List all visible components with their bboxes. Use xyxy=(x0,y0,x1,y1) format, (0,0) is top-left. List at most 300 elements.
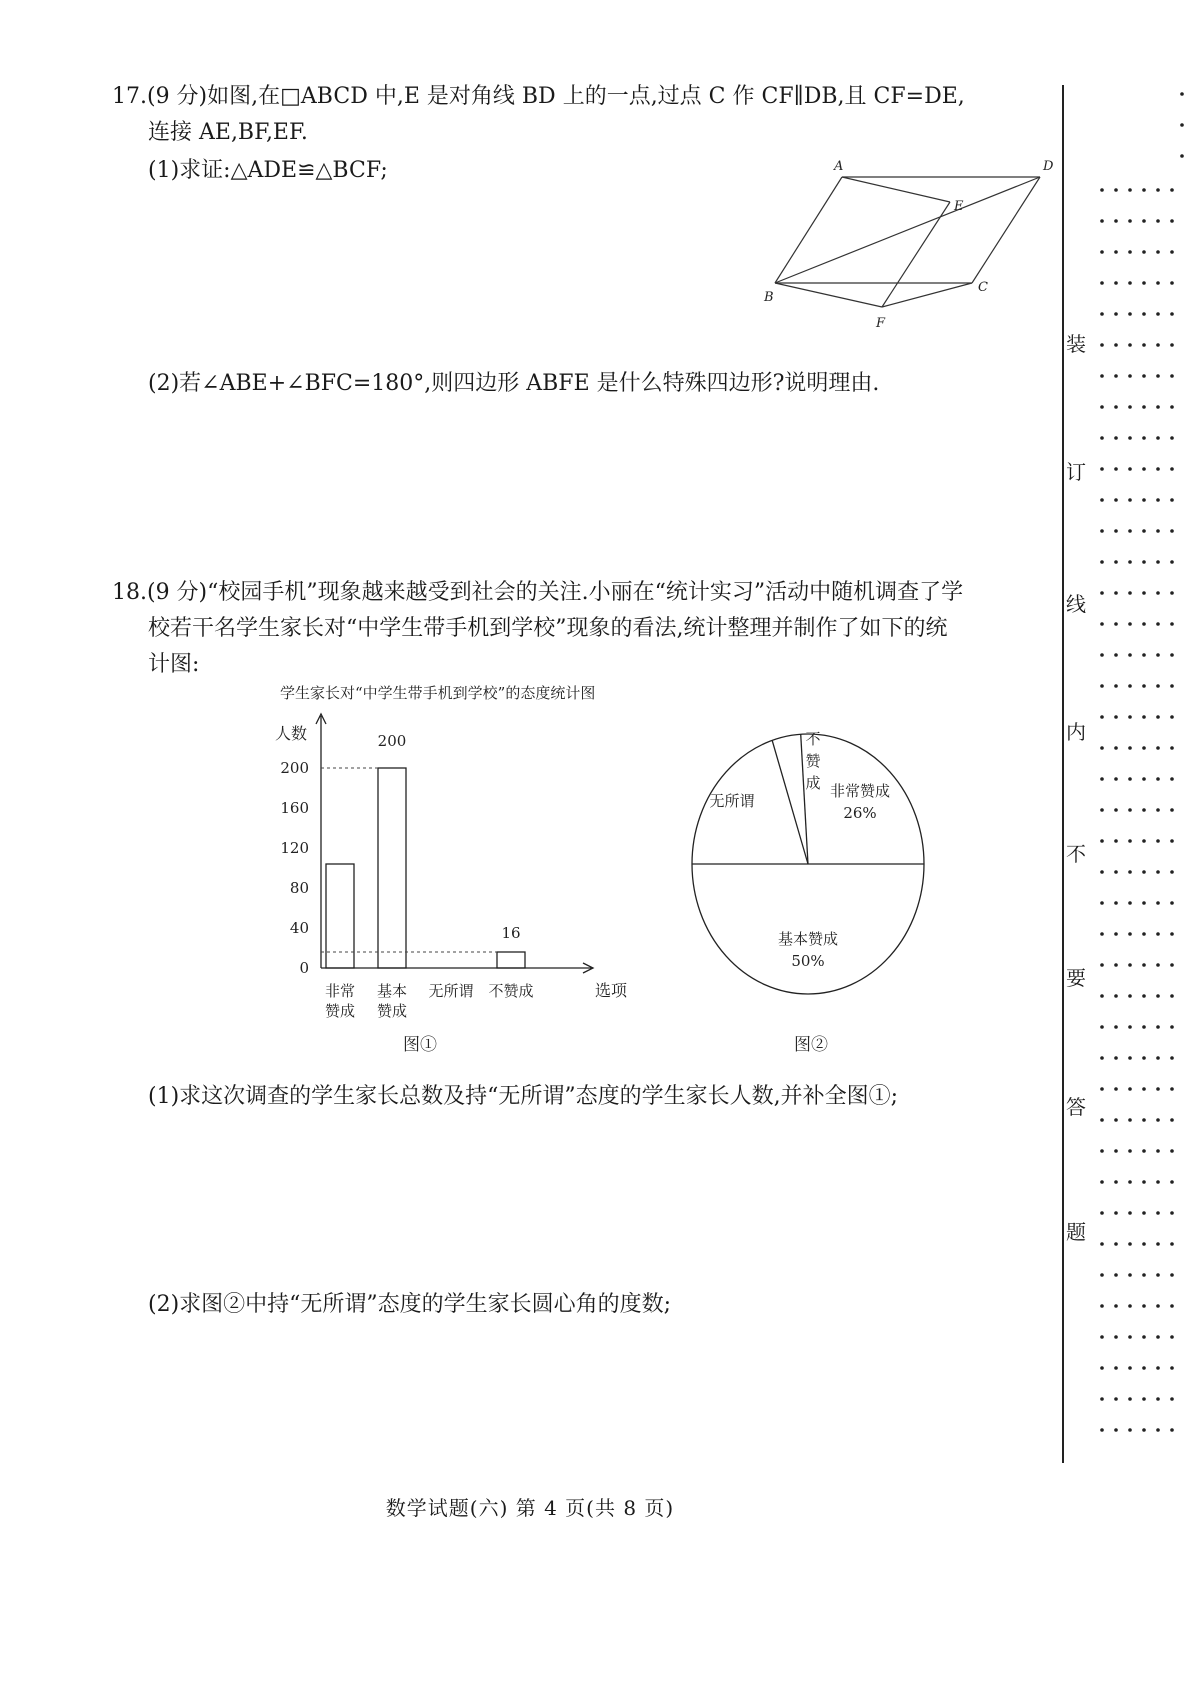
margin-dot xyxy=(1156,281,1160,285)
margin-dot xyxy=(1100,746,1104,750)
margin-dot xyxy=(1156,994,1160,998)
margin-dot xyxy=(1128,777,1132,781)
margin-dot xyxy=(1100,560,1104,564)
margin-dot xyxy=(1128,1273,1132,1277)
margin-dot xyxy=(1156,1180,1160,1184)
margin-dot xyxy=(1114,188,1118,192)
margin-dot xyxy=(1170,994,1174,998)
margin-dot xyxy=(1128,188,1132,192)
y-tick-label: 0 xyxy=(299,959,309,977)
margin-dot xyxy=(1114,870,1118,874)
margin-dot xyxy=(1142,1056,1146,1060)
margin-dot xyxy=(1142,1211,1146,1215)
margin-dot xyxy=(1128,374,1132,378)
margin-dot xyxy=(1128,870,1132,874)
margin-dot xyxy=(1170,622,1174,626)
margin-dot xyxy=(1114,591,1118,595)
margin-dot xyxy=(1170,467,1174,471)
margin-dot xyxy=(1128,1087,1132,1091)
margin-dot xyxy=(1170,1366,1174,1370)
bar xyxy=(497,952,525,968)
margin-dot xyxy=(1128,1118,1132,1122)
y-tick-label: 120 xyxy=(280,839,309,857)
margin-dot xyxy=(1180,123,1184,127)
margin-dot xyxy=(1170,963,1174,967)
margin-dot xyxy=(1170,560,1174,564)
margin-dot xyxy=(1128,1025,1132,1029)
margin-dot xyxy=(1128,1211,1132,1215)
margin-dot xyxy=(1180,154,1184,158)
margin-dot xyxy=(1170,281,1174,285)
bar-chart-title: 学生家长对“中学生带手机到学校”的态度统计图 xyxy=(280,684,596,702)
margin-dot xyxy=(1156,343,1160,347)
margin-dot xyxy=(1114,312,1118,316)
margin-dot xyxy=(1114,746,1118,750)
margin-dot xyxy=(1128,684,1132,688)
margin-dot xyxy=(1100,188,1104,192)
margin-dot xyxy=(1100,777,1104,781)
margin-dot xyxy=(1156,529,1160,533)
margin-dot xyxy=(1170,374,1174,378)
margin-dot xyxy=(1100,808,1104,812)
margin-dot xyxy=(1170,312,1174,316)
margin-dot xyxy=(1170,529,1174,533)
margin-dot xyxy=(1142,250,1146,254)
margin-dot xyxy=(1100,1118,1104,1122)
margin-dot xyxy=(1156,312,1160,316)
bar-data-label: 200 xyxy=(377,732,407,750)
margin-dot xyxy=(1114,1304,1118,1308)
margin-dot xyxy=(1100,436,1104,440)
margin-dot xyxy=(1100,932,1104,936)
margin-dot xyxy=(1128,343,1132,347)
margin-dot xyxy=(1142,994,1146,998)
margin-dot xyxy=(1156,219,1160,223)
bar-data-label: 16 xyxy=(501,924,521,942)
margin-dot xyxy=(1100,839,1104,843)
margin-dot xyxy=(1100,1397,1104,1401)
margin-dot xyxy=(1114,1273,1118,1277)
margin-dot xyxy=(1100,1335,1104,1339)
margin-dot xyxy=(1114,1056,1118,1060)
margin-dot xyxy=(1156,622,1160,626)
margin-dot xyxy=(1142,405,1146,409)
margin-dot xyxy=(1170,1428,1174,1432)
margin-dot xyxy=(1170,839,1174,843)
margin-dot xyxy=(1142,281,1146,285)
margin-dot xyxy=(1100,1211,1104,1215)
margin-dot xyxy=(1156,560,1160,564)
margin-dot xyxy=(1100,343,1104,347)
margin-dot xyxy=(1128,932,1132,936)
margin-dot xyxy=(1128,1149,1132,1153)
segment-bf xyxy=(775,283,882,307)
margin-dot xyxy=(1100,870,1104,874)
margin-dot xyxy=(1100,219,1104,223)
margin-dot xyxy=(1114,529,1118,533)
margin-dot xyxy=(1142,188,1146,192)
binding-rule xyxy=(1062,85,1064,1463)
margin-dot xyxy=(1142,746,1146,750)
margin-dot xyxy=(1156,467,1160,471)
margin-dot xyxy=(1156,1242,1160,1246)
margin-dot xyxy=(1142,653,1146,657)
margin-dot xyxy=(1156,436,1160,440)
pie-slice-label: 不 xyxy=(805,730,821,748)
margin-dot xyxy=(1114,498,1118,502)
binding-margin-char: 线 xyxy=(1066,592,1086,616)
margin-dot xyxy=(1114,1366,1118,1370)
binding-margin-char: 装 xyxy=(1066,332,1086,356)
margin-dot xyxy=(1170,1056,1174,1060)
page-footer: 数学试题(六) 第 4 页(共 8 页) xyxy=(385,1496,675,1520)
margin-dot xyxy=(1128,653,1132,657)
margin-dot xyxy=(1170,436,1174,440)
margin-dot xyxy=(1156,250,1160,254)
margin-dot xyxy=(1156,1118,1160,1122)
margin-dot xyxy=(1114,808,1118,812)
margin-dot xyxy=(1156,1397,1160,1401)
fig1-caption: 图① xyxy=(403,1035,437,1055)
margin-dot xyxy=(1170,219,1174,223)
margin-dot xyxy=(1142,591,1146,595)
margin-dot xyxy=(1170,932,1174,936)
margin-dot xyxy=(1114,436,1118,440)
margin-dot xyxy=(1170,1025,1174,1029)
margin-dot xyxy=(1100,1180,1104,1184)
margin-dot xyxy=(1100,591,1104,595)
margin-dot xyxy=(1142,1335,1146,1339)
margin-dot xyxy=(1100,653,1104,657)
margin-dot xyxy=(1142,622,1146,626)
margin-dot xyxy=(1156,932,1160,936)
margin-dot xyxy=(1156,374,1160,378)
margin-dot xyxy=(1128,405,1132,409)
parallelogram-figure xyxy=(760,155,1060,340)
margin-dot xyxy=(1142,808,1146,812)
margin-dot xyxy=(1142,219,1146,223)
margin-dot xyxy=(1170,715,1174,719)
margin-dot xyxy=(1142,343,1146,347)
margin-dot xyxy=(1114,1087,1118,1091)
margin-dot xyxy=(1142,1428,1146,1432)
margin-dot xyxy=(1142,467,1146,471)
margin-dot xyxy=(1114,839,1118,843)
margin-dot xyxy=(1142,498,1146,502)
margin-dot xyxy=(1128,839,1132,843)
point-label-d: D xyxy=(1043,159,1054,174)
x-axis-label: 选项 xyxy=(595,981,628,1000)
y-axis-label: 人数 xyxy=(275,724,308,743)
margin-dot xyxy=(1114,1335,1118,1339)
margin-dot xyxy=(1142,870,1146,874)
margin-dot xyxy=(1156,839,1160,843)
margin-dot xyxy=(1100,1056,1104,1060)
margin-dot xyxy=(1142,312,1146,316)
y-tick-label: 160 xyxy=(280,799,309,817)
margin-dot xyxy=(1142,777,1146,781)
q18-stem-line2: 校若干名学生家长对“中学生带手机到学校”现象的看法,统计整理并制作了如下的统 xyxy=(148,616,948,641)
margin-dot xyxy=(1114,343,1118,347)
margin-dot xyxy=(1114,901,1118,905)
margin-dot xyxy=(1170,684,1174,688)
margin-dot xyxy=(1142,1242,1146,1246)
margin-dot xyxy=(1170,343,1174,347)
margin-dot xyxy=(1128,622,1132,626)
margin-dot xyxy=(1128,219,1132,223)
margin-dot xyxy=(1170,1304,1174,1308)
margin-dot xyxy=(1170,1273,1174,1277)
pie-chart xyxy=(680,712,940,1064)
margin-dot xyxy=(1156,870,1160,874)
margin-dot xyxy=(1128,963,1132,967)
margin-dot xyxy=(1170,1087,1174,1091)
margin-dot xyxy=(1114,932,1118,936)
margin-dot xyxy=(1142,560,1146,564)
binding-margin-char: 题 xyxy=(1066,1220,1086,1244)
margin-dot xyxy=(1142,932,1146,936)
margin-dot xyxy=(1128,1180,1132,1184)
margin-dot xyxy=(1128,312,1132,316)
category-label: 基本 xyxy=(376,982,408,1000)
margin-dot xyxy=(1156,715,1160,719)
margin-dot xyxy=(1114,219,1118,223)
margin-dot xyxy=(1100,1025,1104,1029)
margin-dot xyxy=(1128,1366,1132,1370)
margin-dot xyxy=(1128,1397,1132,1401)
margin-dot xyxy=(1156,591,1160,595)
margin-dot xyxy=(1100,963,1104,967)
margin-dot xyxy=(1180,92,1184,96)
margin-dot xyxy=(1156,653,1160,657)
point-label-e: E xyxy=(954,199,964,214)
margin-dot xyxy=(1170,901,1174,905)
margin-dot xyxy=(1128,467,1132,471)
margin-dot xyxy=(1142,1025,1146,1029)
margin-dot xyxy=(1170,1180,1174,1184)
point-label-a: A xyxy=(834,159,844,174)
margin-dot xyxy=(1114,1118,1118,1122)
margin-dot xyxy=(1100,901,1104,905)
margin-dot xyxy=(1170,188,1174,192)
margin-dot xyxy=(1142,1149,1146,1153)
margin-dot xyxy=(1156,498,1160,502)
margin-dot xyxy=(1170,870,1174,874)
margin-dot xyxy=(1142,839,1146,843)
margin-dot xyxy=(1100,1149,1104,1153)
margin-dot xyxy=(1114,1025,1118,1029)
margin-dot xyxy=(1114,405,1118,409)
segment-ae xyxy=(842,177,950,202)
margin-dot xyxy=(1100,405,1104,409)
margin-dot xyxy=(1156,808,1160,812)
q17-part1: (1)求证:△ADE≌△BCF; xyxy=(148,158,388,183)
margin-dot xyxy=(1100,281,1104,285)
margin-dot xyxy=(1100,622,1104,626)
margin-dot xyxy=(1128,250,1132,254)
margin-dot xyxy=(1114,715,1118,719)
margin-dot xyxy=(1128,1304,1132,1308)
margin-dot xyxy=(1170,1335,1174,1339)
margin-dot xyxy=(1170,777,1174,781)
margin-dot xyxy=(1128,901,1132,905)
edge-cd xyxy=(972,177,1040,283)
margin-dot xyxy=(1170,1397,1174,1401)
margin-dot xyxy=(1128,498,1132,502)
margin-dot xyxy=(1156,1025,1160,1029)
margin-dot xyxy=(1170,1242,1174,1246)
margin-dot xyxy=(1142,436,1146,440)
margin-dot xyxy=(1156,1366,1160,1370)
pie-slice-label: 50% xyxy=(791,952,825,970)
binding-margin-char: 订 xyxy=(1066,460,1086,484)
category-label: 赞成 xyxy=(324,1002,356,1020)
pie-slice-label: 26% xyxy=(843,804,877,822)
margin-dot xyxy=(1156,1273,1160,1277)
margin-dot xyxy=(1114,622,1118,626)
margin-dot xyxy=(1100,1366,1104,1370)
margin-dot xyxy=(1142,529,1146,533)
margin-dot xyxy=(1100,374,1104,378)
margin-dot xyxy=(1100,312,1104,316)
margin-dot xyxy=(1100,250,1104,254)
margin-dot xyxy=(1128,436,1132,440)
margin-dot xyxy=(1156,746,1160,750)
margin-dot xyxy=(1114,777,1118,781)
margin-dot xyxy=(1170,808,1174,812)
margin-dot xyxy=(1114,1242,1118,1246)
margin-dot xyxy=(1128,1056,1132,1060)
q17-part2: (2)若∠ABE+∠BFC=180°,则四边形 ABFE 是什么特殊四边形?说明理由. xyxy=(148,371,880,396)
margin-dot xyxy=(1100,467,1104,471)
margin-dot xyxy=(1170,746,1174,750)
margin-dot xyxy=(1100,1273,1104,1277)
margin-dot xyxy=(1170,1211,1174,1215)
margin-dot xyxy=(1170,1149,1174,1153)
margin-dot xyxy=(1156,963,1160,967)
margin-dot xyxy=(1114,653,1118,657)
category-label: 不赞成 xyxy=(488,982,534,1000)
y-tick-label: 80 xyxy=(289,879,309,897)
category-label: 赞成 xyxy=(376,1002,408,1020)
margin-dot xyxy=(1170,591,1174,595)
margin-dot xyxy=(1114,250,1118,254)
q18-stem-line1: 18.(9 分)“校园手机”现象越来越受到社会的关注.小丽在“统计实习”活动中随机调查了学 xyxy=(112,580,964,605)
margin-dot xyxy=(1100,1087,1104,1091)
margin-dot xyxy=(1128,1335,1132,1339)
margin-dot xyxy=(1170,405,1174,409)
point-label-b: B xyxy=(764,290,774,305)
margin-dot xyxy=(1114,994,1118,998)
margin-dot xyxy=(1156,1335,1160,1339)
margin-dot xyxy=(1156,1087,1160,1091)
margin-dot xyxy=(1142,715,1146,719)
q18-part2: (2)求图②中持“无所谓”态度的学生家长圆心角的度数; xyxy=(148,1292,672,1317)
binding-margin-char: 不 xyxy=(1066,842,1086,866)
margin-dot xyxy=(1128,808,1132,812)
q17-stem-line1: 17.(9 分)如图,在□ABCD 中,E 是对角线 BD 上的一点,过点 C 作 CF∥DB,且 CF=DE, xyxy=(112,84,965,109)
margin-dot xyxy=(1156,1428,1160,1432)
category-label: 无所谓 xyxy=(428,982,474,1000)
binding-margin-char: 答 xyxy=(1066,1095,1086,1119)
pie-slice-label: 基本赞成 xyxy=(777,930,839,948)
margin-dot xyxy=(1142,901,1146,905)
margin-dot xyxy=(1156,901,1160,905)
margin-dot xyxy=(1142,1304,1146,1308)
margin-dot xyxy=(1128,529,1132,533)
margin-dot xyxy=(1114,1397,1118,1401)
margin-dot xyxy=(1114,1149,1118,1153)
margin-dot xyxy=(1142,1087,1146,1091)
q17-stem-line2: 连接 AE,BF,EF. xyxy=(148,120,308,145)
margin-dot xyxy=(1128,560,1132,564)
margin-dot xyxy=(1114,1211,1118,1215)
margin-dot xyxy=(1156,1149,1160,1153)
edge-ab xyxy=(775,177,842,283)
margin-dot xyxy=(1114,374,1118,378)
binding-dots xyxy=(1068,0,1191,1480)
margin-dot xyxy=(1114,684,1118,688)
margin-dot xyxy=(1142,1366,1146,1370)
margin-dot xyxy=(1156,777,1160,781)
margin-dot xyxy=(1156,405,1160,409)
margin-dot xyxy=(1100,994,1104,998)
margin-dot xyxy=(1142,963,1146,967)
margin-dot xyxy=(1100,715,1104,719)
margin-dot xyxy=(1156,1304,1160,1308)
y-tick-label: 40 xyxy=(289,919,309,937)
pie-slice-label: 无所谓 xyxy=(709,792,755,810)
margin-dot xyxy=(1156,684,1160,688)
margin-dot xyxy=(1128,715,1132,719)
category-label: 非常 xyxy=(324,982,356,1000)
margin-dot xyxy=(1128,746,1132,750)
margin-dot xyxy=(1100,529,1104,533)
margin-dot xyxy=(1142,1180,1146,1184)
margin-dot xyxy=(1170,250,1174,254)
bar xyxy=(378,768,406,968)
margin-dot xyxy=(1100,684,1104,688)
point-label-f: F xyxy=(876,316,886,331)
margin-dot xyxy=(1100,498,1104,502)
margin-dot xyxy=(1170,498,1174,502)
margin-dot xyxy=(1114,1180,1118,1184)
margin-dot xyxy=(1114,467,1118,471)
margin-dot xyxy=(1170,1118,1174,1122)
pie-slice-label: 赞 xyxy=(805,752,821,770)
margin-dot xyxy=(1114,281,1118,285)
margin-dot xyxy=(1128,281,1132,285)
binding-margin-char: 要 xyxy=(1066,966,1086,990)
margin-dot xyxy=(1142,374,1146,378)
margin-dot xyxy=(1156,1211,1160,1215)
margin-dot xyxy=(1100,1242,1104,1246)
margin-dot xyxy=(1100,1428,1104,1432)
margin-dot xyxy=(1142,1118,1146,1122)
margin-dot xyxy=(1170,653,1174,657)
point-label-c: C xyxy=(978,280,988,295)
margin-dot xyxy=(1128,591,1132,595)
fig2-caption: 图② xyxy=(794,1035,828,1055)
q18-stem-line3: 计图: xyxy=(148,652,200,677)
binding-margin-char: 内 xyxy=(1066,720,1086,744)
margin-dot xyxy=(1142,1397,1146,1401)
pie-slice-label: 非常赞成 xyxy=(829,782,891,800)
margin-dot xyxy=(1156,188,1160,192)
pie-slice-label: 成 xyxy=(805,774,821,792)
margin-dot xyxy=(1128,994,1132,998)
margin-dot xyxy=(1114,560,1118,564)
